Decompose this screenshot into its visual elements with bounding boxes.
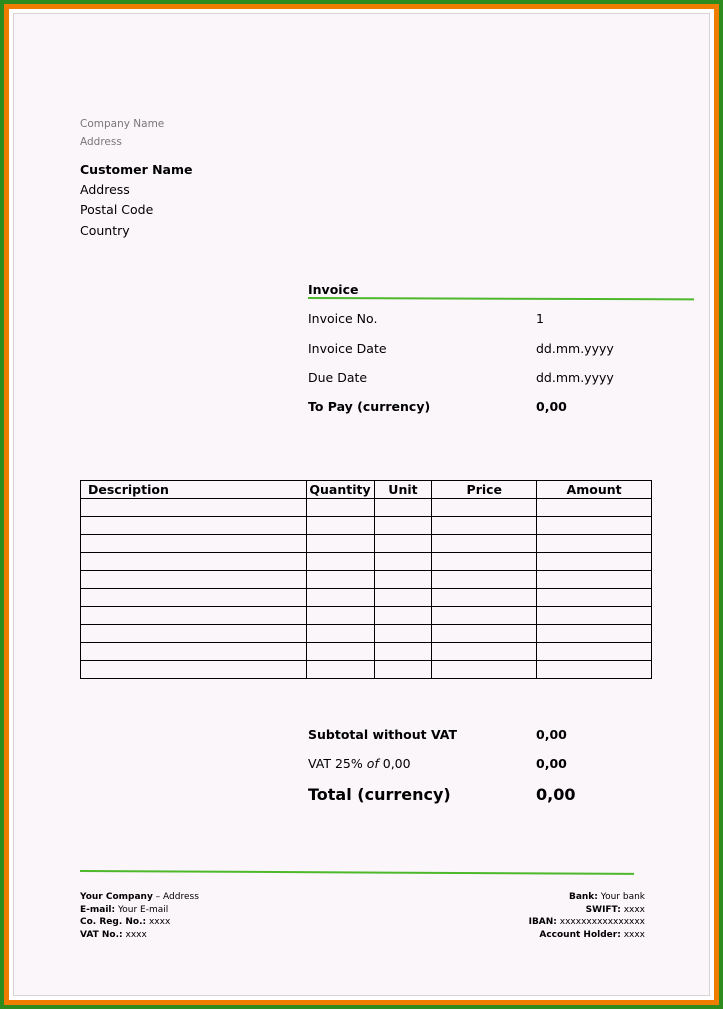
table-cell[interactable]	[374, 643, 432, 661]
footer-right	[529, 891, 645, 942]
table-row	[81, 661, 652, 679]
table-cell[interactable]	[306, 589, 374, 607]
footer-iban-line: IBAN: xxxxxxxxxxxxxxxx	[528, 917, 645, 928]
table-cell[interactable]	[432, 589, 537, 607]
table-cell[interactable]	[81, 553, 307, 571]
footer-email-line: E-mail: Your E-mail	[80, 904, 169, 915]
table-cell[interactable]	[432, 517, 537, 535]
table-cell[interactable]	[374, 517, 432, 535]
table-cell[interactable]	[306, 499, 374, 517]
due-date-label: Due Date	[308, 370, 368, 385]
table-cell[interactable]	[374, 607, 432, 625]
invoice-date-value: dd.mm.yyyy	[536, 341, 614, 356]
table-cell[interactable]	[81, 517, 307, 535]
table-cell[interactable]	[81, 607, 307, 625]
table-cell[interactable]	[374, 535, 432, 553]
table-cell[interactable]	[81, 625, 307, 643]
table-cell[interactable]	[81, 499, 307, 517]
vat-value: 0,00	[536, 756, 567, 771]
table-cell[interactable]	[374, 553, 432, 571]
to-pay-value: 0,00	[536, 399, 567, 414]
vat-label	[308, 756, 411, 771]
invoice-heading: Invoice	[308, 282, 359, 297]
header-unit: Unit	[374, 481, 432, 499]
total-value: 0,00	[536, 785, 576, 804]
table-cell[interactable]	[81, 535, 307, 553]
due-date-value: dd.mm.yyyy	[536, 370, 614, 385]
table-cell[interactable]	[537, 607, 652, 625]
table-cell[interactable]	[537, 535, 652, 553]
table-row	[81, 607, 652, 625]
subtotal-label: Subtotal without VAT	[308, 727, 458, 742]
table-cell[interactable]	[537, 643, 652, 661]
table-cell[interactable]	[537, 589, 652, 607]
invoice-date-label: Invoice Date	[308, 341, 387, 356]
table-cell[interactable]	[374, 589, 432, 607]
footer-bank-line: Bank: Your bank	[568, 892, 645, 902]
footer-holder-line: Account Holder: xxxx	[539, 930, 645, 941]
vat-base: 0,00	[378, 756, 411, 771]
footer-vat-line: VAT No.: xxxx	[80, 930, 147, 941]
table-cell[interactable]	[306, 607, 374, 625]
customer-country: Country	[80, 223, 130, 238]
invoice-number-value: 1	[536, 311, 544, 326]
table-cell[interactable]	[306, 571, 374, 589]
table-cell[interactable]	[432, 625, 537, 643]
table-cell[interactable]	[81, 571, 307, 589]
customer-name: Customer Name	[80, 162, 193, 177]
table-row	[81, 571, 652, 589]
table-cell[interactable]	[432, 499, 537, 517]
table-cell[interactable]	[374, 625, 432, 643]
table-cell[interactable]	[306, 535, 374, 553]
table-row	[81, 553, 652, 571]
line-items-table	[80, 480, 652, 679]
table-cell[interactable]	[537, 661, 652, 679]
sender-address: Address	[80, 136, 122, 148]
table-cell[interactable]	[537, 517, 652, 535]
table-row	[81, 535, 652, 553]
vat-prefix: VAT 25%	[308, 756, 367, 771]
subtotal-value: 0,00	[536, 727, 567, 742]
customer-address: Address	[80, 182, 130, 197]
header-amount: Amount	[537, 481, 652, 499]
frame-gap	[9, 9, 714, 1000]
table-row	[81, 589, 652, 607]
table-cell[interactable]	[306, 553, 374, 571]
header-description: Description	[81, 481, 307, 499]
customer-postal-code: Postal Code	[80, 202, 154, 217]
total-label: Total (currency)	[308, 785, 451, 804]
table-cell[interactable]	[432, 643, 537, 661]
table-row	[81, 517, 652, 535]
invoice-page	[13, 13, 710, 996]
header-quantity: Quantity	[306, 481, 374, 499]
table-cell[interactable]	[432, 607, 537, 625]
vat-of: of	[366, 756, 379, 771]
table-cell[interactable]	[81, 643, 307, 661]
footer-company-line: Your Company – Address	[80, 892, 199, 902]
table-row	[81, 625, 652, 643]
table-cell[interactable]	[537, 571, 652, 589]
table-cell[interactable]	[537, 499, 652, 517]
footer-accent-line	[80, 870, 634, 875]
table-cell[interactable]	[537, 553, 652, 571]
table-cell[interactable]	[432, 571, 537, 589]
table-cell[interactable]	[306, 661, 374, 679]
table-cell[interactable]	[374, 499, 432, 517]
footer-swift-line: SWIFT: xxxx	[585, 904, 645, 915]
table-header-row	[81, 481, 652, 499]
table-cell[interactable]	[81, 661, 307, 679]
table-cell[interactable]	[537, 625, 652, 643]
table-cell[interactable]	[306, 517, 374, 535]
sender-company-name: Company Name	[80, 118, 165, 130]
table-cell[interactable]	[306, 625, 374, 643]
table-cell[interactable]	[306, 643, 374, 661]
table-cell[interactable]	[81, 589, 307, 607]
invoice-number-label: Invoice No.	[308, 311, 378, 326]
table-row	[81, 643, 652, 661]
invoice-accent-line	[308, 297, 694, 300]
header-price: Price	[432, 481, 537, 499]
table-cell[interactable]	[432, 535, 537, 553]
footer-left	[80, 891, 199, 942]
table-cell[interactable]	[432, 553, 537, 571]
to-pay-label: To Pay (currency)	[308, 399, 431, 414]
table-cell[interactable]	[374, 571, 432, 589]
table-row	[81, 499, 652, 517]
table-cell[interactable]	[432, 661, 537, 679]
table-cell[interactable]	[374, 661, 432, 679]
footer-reg-line: Co. Reg. No.: xxxx	[80, 917, 171, 928]
inner-frame	[4, 4, 719, 1005]
